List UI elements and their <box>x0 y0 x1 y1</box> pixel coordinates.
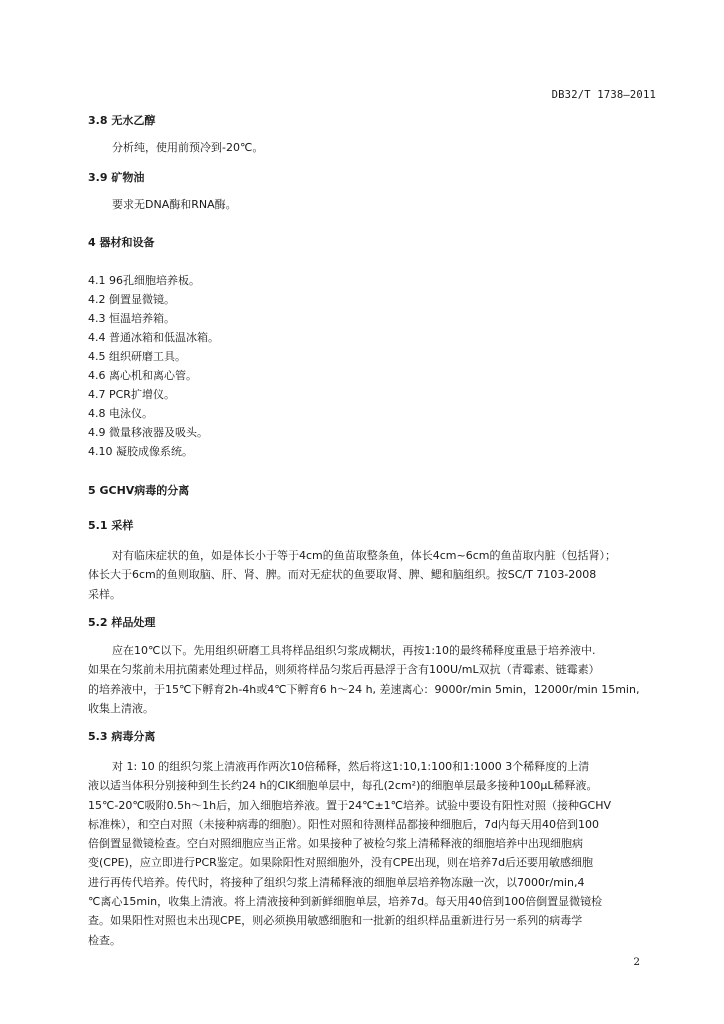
section-heading: 4 器材和设备 <box>88 236 155 249</box>
section-3-8-body <box>88 141 658 155</box>
section-3-9 <box>88 171 658 185</box>
paragraph-line: 标准株），和空白对照（未接种病毒的细胞）。阳性对照和待测样品都接种细胞后，7d内每天用40倍到100 <box>88 817 599 831</box>
section-5-2 <box>88 616 658 630</box>
list-item: 4.5 组织研磨工具。 <box>88 350 186 363</box>
paragraph-line: 15℃-20℃吸附0.5h～1h后，加入细胞培养液。置于24℃±1℃培养。试验中要设有阳性对照（接种GCHV <box>88 798 612 812</box>
paragraph-line: 变(CPE)，应立即进行PCR鉴定。如果除阳性对照细胞外，没有CPE出现，则在培养7d后还要用敏感细胞 <box>88 856 594 870</box>
list-item: 4.10 凝胶成像系统。 <box>88 445 193 458</box>
paragraph-line: 检查。 <box>88 933 121 947</box>
section-text: 分析纯，使用前预冷到-20℃。 <box>112 141 264 154</box>
paragraph-line: 液以适当体积分别接种到生长约24 h的CIK细胞单层中，每孔(2cm²)的细胞单层最多接种100μL稀释液。 <box>88 779 598 793</box>
section-5-2-body <box>88 641 658 718</box>
section-5 <box>88 484 658 498</box>
page-number: 2 <box>633 956 640 968</box>
section-4 <box>88 236 658 250</box>
paragraph-line: 对有临床症状的鱼，如是体长小于等于4cm的鱼苗取整条鱼，体长4cm~6cm的鱼苗取内脏（包括肾）； <box>112 549 616 562</box>
section-heading: 5.2 样品处理 <box>88 616 156 629</box>
section-heading: 3.9 矿物油 <box>88 171 145 184</box>
section-5-1-body <box>88 546 658 604</box>
paragraph-line: 倍倒置显微镜检查。空白对照细胞应当正常。如果接种了被检匀浆上清稀释液的细胞培养中出现细胞病 <box>88 837 583 851</box>
list-item: 4.4 普通冰箱和低温冰箱。 <box>88 331 219 344</box>
list-item: 4.3 恒温培养箱。 <box>88 312 175 325</box>
list-item: 4.8 电泳仪。 <box>88 407 153 420</box>
paragraph-line: 采样。 <box>88 587 121 601</box>
paragraph-line: 如果在匀浆前未用抗菌素处理过样品，则须将样品匀浆后再悬浮于含有100U/mL双抗（青霉素、链霉素） <box>88 663 600 677</box>
section-3-8 <box>88 114 658 128</box>
list-item: 4.6 离心机和离心管。 <box>88 369 197 382</box>
paragraph-line: 应在10℃以下。先用组织研磨工具将样品组织匀浆成糊状，再按1:10的最终稀释度重悬于培养液中. <box>112 644 596 657</box>
section-text: 要求无DNA酶和RNA酶。 <box>112 198 237 211</box>
section-heading: 5.3 病毒分离 <box>88 730 156 743</box>
section-5-3-body <box>88 757 658 950</box>
equipment-list <box>88 271 658 461</box>
section-5-1 <box>88 519 658 533</box>
paragraph-line: 体长大于6cm的鱼则取脑、肝、肾、脾。而对无症状的鱼要取肾、脾、鳃和脑组织。按SC/T 7103-2008 <box>88 568 597 582</box>
section-heading: 5.1 采样 <box>88 519 134 532</box>
section-5-3 <box>88 730 658 744</box>
paragraph-line: 进行再传代培养。传代时，将接种了组织匀浆上清稀释液的细胞单层培养物冻融一次，以7000r/min,4 <box>88 875 585 889</box>
section-3-9-body <box>88 198 658 212</box>
standard-code: DB32/T 1738—2011 <box>551 89 656 101</box>
section-heading: 5 GCHV病毒的分离 <box>88 484 190 497</box>
section-heading: 3.8 无水乙醇 <box>88 114 156 127</box>
paragraph-line: 收集上清液。 <box>88 701 154 715</box>
paragraph-line: 对 1: 10 的组织匀浆上清液再作两次10倍稀释，然后将这1:10,1:100和1:1000 3个稀释度的上清 <box>112 760 590 773</box>
paragraph-line: 查。如果阳性对照也未出现CPE，则必须换用敏感细胞和一批新的组织样品重新进行另一系列的病毒学 <box>88 914 583 928</box>
list-item: 4.7 PCR扩增仪。 <box>88 388 175 401</box>
paragraph-line: ℃离心15min，收集上清液。将上清液接种到新鲜细胞单层，培养7d。每天用40倍到100倍倒置显微镜检 <box>88 895 603 909</box>
list-item: 4.1 96孔细胞培养板。 <box>88 274 200 287</box>
list-item: 4.2 倒置显微镜。 <box>88 293 175 306</box>
list-item: 4.9 微量移液器及吸头。 <box>88 426 208 439</box>
paragraph-line: 的培养液中，于15℃下孵育2h-4h或4℃下孵育6 h～24 h, 差速离心：9000r/min 5min，12000r/min 15min, <box>88 682 640 696</box>
